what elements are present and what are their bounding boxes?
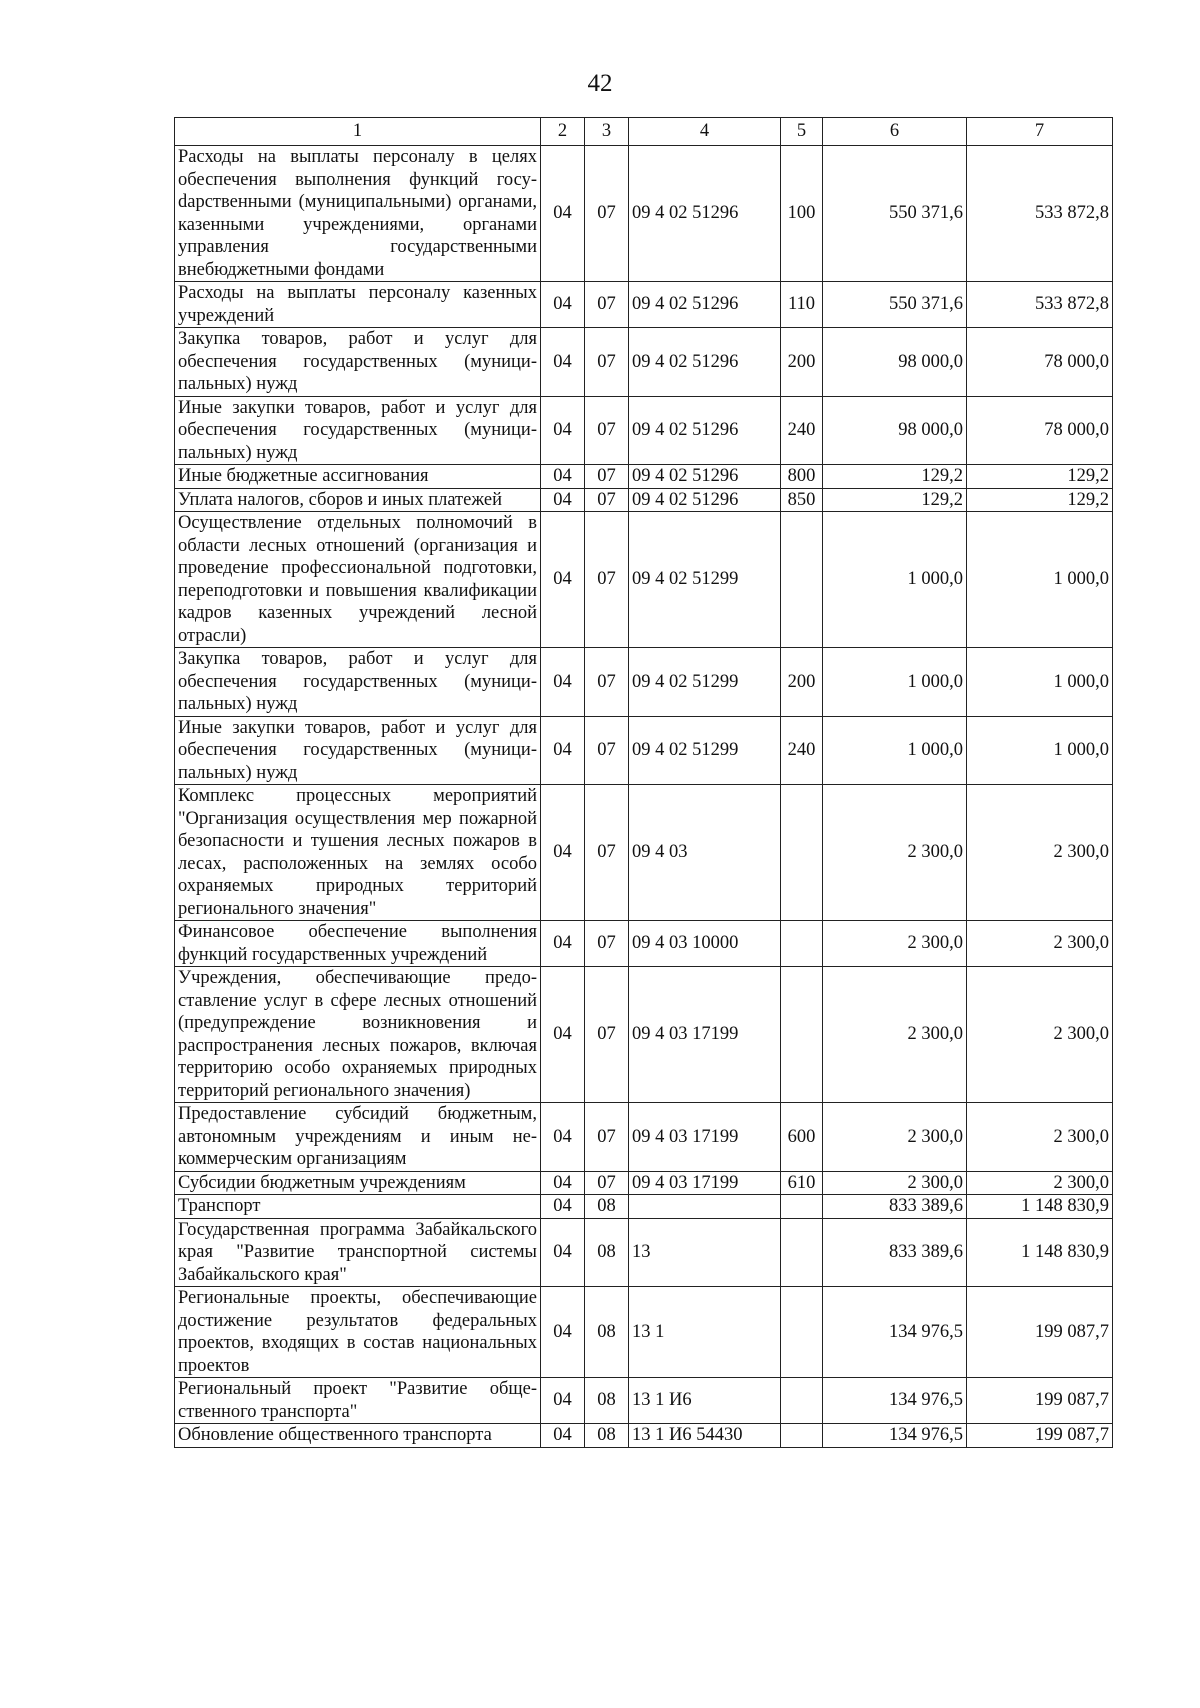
amount-col6-cell: 2 300,0 — [823, 1171, 967, 1195]
subsection-code-cell: 08 — [585, 1424, 629, 1448]
table-row — [175, 1171, 1113, 1195]
expense-type-cell — [781, 1287, 823, 1378]
subsection-code-cell: 07 — [585, 512, 629, 648]
target-article-cell: 09 4 03 10000 — [629, 921, 781, 967]
amount-col7-cell: 1 000,0 — [967, 512, 1113, 648]
amount-col7-cell: 199 087,7 — [967, 1424, 1113, 1448]
amount-col6-cell: 1 000,0 — [823, 512, 967, 648]
section-code-cell: 04 — [541, 1195, 585, 1219]
section-code-cell: 04 — [541, 1378, 585, 1424]
column-header-6: 6 — [823, 118, 967, 146]
target-article-cell: 13 1 И6 — [629, 1378, 781, 1424]
table-row — [175, 465, 1113, 489]
table-row — [175, 146, 1113, 282]
section-code-cell: 04 — [541, 146, 585, 282]
amount-col6-cell: 134 976,5 — [823, 1424, 967, 1448]
section-code-cell: 04 — [541, 648, 585, 717]
section-code-cell: 04 — [541, 921, 585, 967]
table-row — [175, 1424, 1113, 1448]
expense-type-cell — [781, 1195, 823, 1219]
target-article-cell: 13 — [629, 1218, 781, 1287]
section-code-cell: 04 — [541, 512, 585, 648]
expense-type-cell — [781, 512, 823, 648]
section-code-cell: 04 — [541, 1103, 585, 1172]
section-code-cell: 04 — [541, 488, 585, 512]
expense-name-cell: Закупка товаров, работ и услуг для обеспечения государственных (муниципальных) нужд — [175, 648, 541, 717]
amount-col6-cell: 833 389,6 — [823, 1218, 967, 1287]
subsection-code-cell: 07 — [585, 1103, 629, 1172]
expense-name-cell: Иные закупки товаров, работ и услуг для обеспечения государственных (муниципальных) нужд — [175, 396, 541, 465]
table-row — [175, 1287, 1113, 1378]
section-code-cell: 04 — [541, 328, 585, 397]
expense-name-cell: Осуществление отдельных полномочий в области лесных отношений (организация и проведение профессиональной подготовки, переподготовки и повышения квалификации кадров казенных учреждений лесной отрасли) — [175, 512, 541, 648]
column-header-1: 1 — [175, 118, 541, 146]
amount-col7-cell: 2 300,0 — [967, 1103, 1113, 1172]
expense-name-cell: Иные закупки товаров, работ и услуг для обеспечения государственных (муниципальных) нужд — [175, 716, 541, 785]
page-number: 42 — [587, 70, 613, 97]
expense-type-cell: 110 — [781, 282, 823, 328]
amount-col7-cell: 2 300,0 — [967, 967, 1113, 1103]
subsection-code-cell: 07 — [585, 785, 629, 921]
target-article-cell: 09 4 02 51299 — [629, 512, 781, 648]
expense-name-cell: Предоставление субсидий бюджетным, автономным учреждениям и иным некоммерческим организациям — [175, 1103, 541, 1172]
subsection-code-cell: 08 — [585, 1218, 629, 1287]
header-row — [175, 118, 1113, 146]
subsection-code-cell: 07 — [585, 1171, 629, 1195]
target-article-cell: 09 4 02 51299 — [629, 648, 781, 717]
amount-col6-cell: 1 000,0 — [823, 648, 967, 717]
table-row — [175, 1195, 1113, 1219]
target-article-cell: 09 4 02 51296 — [629, 488, 781, 512]
table-row — [175, 282, 1113, 328]
amount-col7-cell: 1 000,0 — [967, 716, 1113, 785]
expense-name-cell: Региональные проекты, обеспечивающие достижение результатов федеральных проектов, входящих в состав национальных проектов — [175, 1287, 541, 1378]
expense-name-cell: Региональный проект "Развитие общественного транспорта" — [175, 1378, 541, 1424]
section-code-cell: 04 — [541, 716, 585, 785]
amount-col6-cell: 550 371,6 — [823, 146, 967, 282]
amount-col7-cell: 199 087,7 — [967, 1287, 1113, 1378]
table-row — [175, 396, 1113, 465]
section-code-cell: 04 — [541, 396, 585, 465]
target-article-cell: 09 4 03 17199 — [629, 967, 781, 1103]
amount-col6-cell: 98 000,0 — [823, 328, 967, 397]
amount-col6-cell: 134 976,5 — [823, 1287, 967, 1378]
expense-type-cell — [781, 785, 823, 921]
subsection-code-cell: 08 — [585, 1195, 629, 1219]
amount-col6-cell: 129,2 — [823, 488, 967, 512]
amount-col7-cell: 78 000,0 — [967, 396, 1113, 465]
amount-col7-cell: 533 872,8 — [967, 146, 1113, 282]
amount-col7-cell: 1 000,0 — [967, 648, 1113, 717]
subsection-code-cell: 07 — [585, 146, 629, 282]
amount-col6-cell: 2 300,0 — [823, 785, 967, 921]
target-article-cell: 09 4 02 51296 — [629, 396, 781, 465]
subsection-code-cell: 07 — [585, 396, 629, 465]
subsection-code-cell: 07 — [585, 465, 629, 489]
expense-name-cell: Субсидии бюджетным учреждениям — [175, 1171, 541, 1195]
amount-col6-cell: 98 000,0 — [823, 396, 967, 465]
section-code-cell: 04 — [541, 1424, 585, 1448]
amount-col6-cell: 2 300,0 — [823, 967, 967, 1103]
table-row — [175, 488, 1113, 512]
expense-type-cell — [781, 1218, 823, 1287]
amount-col7-cell: 2 300,0 — [967, 785, 1113, 921]
table-row — [175, 967, 1113, 1103]
amount-col7-cell: 1 148 830,9 — [967, 1218, 1113, 1287]
table-row — [175, 1378, 1113, 1424]
amount-col6-cell: 833 389,6 — [823, 1195, 967, 1219]
expense-name-cell: Обновление общественного транспорта — [175, 1424, 541, 1448]
subsection-code-cell: 07 — [585, 921, 629, 967]
subsection-code-cell: 07 — [585, 282, 629, 328]
expense-name-cell: Расходы на выплаты персоналу казенных учреждений — [175, 282, 541, 328]
amount-col6-cell: 550 371,6 — [823, 282, 967, 328]
target-article-cell: 09 4 02 51296 — [629, 465, 781, 489]
expense-type-cell — [781, 1378, 823, 1424]
expense-type-cell: 240 — [781, 716, 823, 785]
target-article-cell: 09 4 02 51296 — [629, 328, 781, 397]
expense-name-cell: Комплекс процессных мероприятий "Организация осуществления мер пожарной безопасности и тушения лесных пожаров в лесах, расположенных на землях особо охраняемых природных территорий регионального значения" — [175, 785, 541, 921]
table-body — [175, 146, 1113, 1448]
table-row — [175, 512, 1113, 648]
target-article-cell — [629, 1195, 781, 1219]
expense-name-cell: Финансовое обеспечение выполнения функций государственных учреждений — [175, 921, 541, 967]
target-article-cell: 13 1 И6 54430 — [629, 1424, 781, 1448]
table-row — [175, 648, 1113, 717]
target-article-cell: 09 4 02 51299 — [629, 716, 781, 785]
subsection-code-cell: 08 — [585, 1287, 629, 1378]
expense-type-cell — [781, 967, 823, 1103]
expense-type-cell: 850 — [781, 488, 823, 512]
table-row — [175, 716, 1113, 785]
expense-name-cell: Учреждения, обеспечивающие предоставление услуг в сфере лесных отношений (предупреждение возникновения и распространения лесных пожаров, включая территорию особо охраняемых природных территорий регионального значения) — [175, 967, 541, 1103]
column-header-5: 5 — [781, 118, 823, 146]
expense-type-cell: 800 — [781, 465, 823, 489]
amount-col7-cell: 1 148 830,9 — [967, 1195, 1113, 1219]
expense-name-cell: Закупка товаров, работ и услуг для обеспечения государственных (муниципальных) нужд — [175, 328, 541, 397]
target-article-cell: 09 4 03 — [629, 785, 781, 921]
amount-col7-cell: 129,2 — [967, 465, 1113, 489]
column-header-2: 2 — [541, 118, 585, 146]
amount-col7-cell: 533 872,8 — [967, 282, 1113, 328]
amount-col6-cell: 2 300,0 — [823, 921, 967, 967]
expense-type-cell: 200 — [781, 328, 823, 397]
subsection-code-cell: 07 — [585, 716, 629, 785]
expense-type-cell: 610 — [781, 1171, 823, 1195]
amount-col6-cell: 2 300,0 — [823, 1103, 967, 1172]
expense-name-cell: Государственная программа Забайкальского края "Развитие транспортной системы Забайкальского края" — [175, 1218, 541, 1287]
amount-col6-cell: 129,2 — [823, 465, 967, 489]
amount-col6-cell: 1 000,0 — [823, 716, 967, 785]
target-article-cell: 09 4 02 51296 — [629, 282, 781, 328]
section-code-cell: 04 — [541, 967, 585, 1103]
expense-type-cell: 200 — [781, 648, 823, 717]
expense-type-cell — [781, 1424, 823, 1448]
target-article-cell: 09 4 02 51296 — [629, 146, 781, 282]
column-header-3: 3 — [585, 118, 629, 146]
target-article-cell: 09 4 03 17199 — [629, 1103, 781, 1172]
expense-name-cell: Уплата налогов, сборов и иных платежей — [175, 488, 541, 512]
section-code-cell: 04 — [541, 785, 585, 921]
budget-table — [174, 117, 1113, 1448]
amount-col7-cell: 78 000,0 — [967, 328, 1113, 397]
column-header-4: 4 — [629, 118, 781, 146]
expense-type-cell — [781, 921, 823, 967]
section-code-cell: 04 — [541, 282, 585, 328]
section-code-cell: 04 — [541, 1218, 585, 1287]
table-row — [175, 328, 1113, 397]
amount-col7-cell: 2 300,0 — [967, 921, 1113, 967]
amount-col7-cell: 129,2 — [967, 488, 1113, 512]
subsection-code-cell: 07 — [585, 648, 629, 717]
table-row — [175, 785, 1113, 921]
expense-name-cell: Иные бюджетные ассигнования — [175, 465, 541, 489]
table-row — [175, 1103, 1113, 1172]
amount-col7-cell: 199 087,7 — [967, 1378, 1113, 1424]
expense-type-cell: 600 — [781, 1103, 823, 1172]
target-article-cell: 09 4 03 17199 — [629, 1171, 781, 1195]
subsection-code-cell: 07 — [585, 967, 629, 1103]
section-code-cell: 04 — [541, 1287, 585, 1378]
subsection-code-cell: 07 — [585, 488, 629, 512]
amount-col6-cell: 134 976,5 — [823, 1378, 967, 1424]
subsection-code-cell: 07 — [585, 328, 629, 397]
expense-name-cell: Расходы на выплаты персоналу в целях обеспечения выполнения функций госуdарственными (муниципальными) органами, казенными учреждениями, органами управления государственными внебюджетными фондами — [175, 146, 541, 282]
section-code-cell: 04 — [541, 1171, 585, 1195]
expense-type-cell: 240 — [781, 396, 823, 465]
column-header-7: 7 — [967, 118, 1113, 146]
section-code-cell: 04 — [541, 465, 585, 489]
table-row — [175, 1218, 1113, 1287]
amount-col7-cell: 2 300,0 — [967, 1171, 1113, 1195]
expense-name-cell: Транспорт — [175, 1195, 541, 1219]
subsection-code-cell: 08 — [585, 1378, 629, 1424]
table-row — [175, 921, 1113, 967]
target-article-cell: 13 1 — [629, 1287, 781, 1378]
expense-type-cell: 100 — [781, 146, 823, 282]
